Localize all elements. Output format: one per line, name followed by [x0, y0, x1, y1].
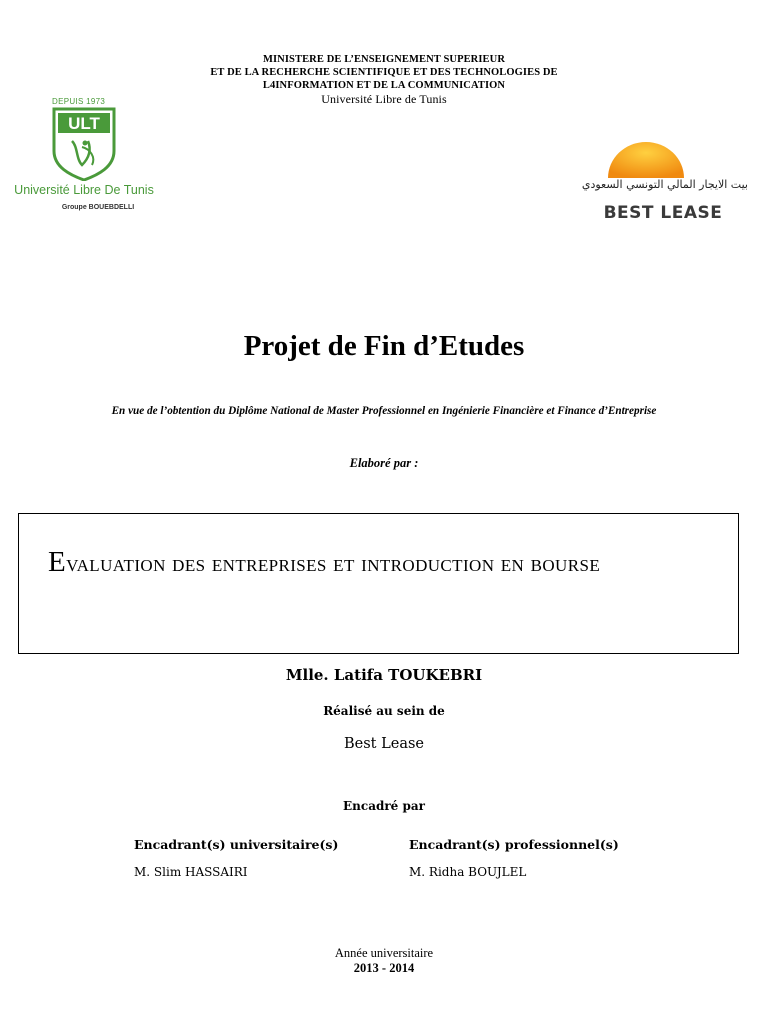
document-title: Projet de Fin d’Etudes — [243, 330, 525, 362]
ministry-line-2: ET DE LA RECHERCHE SCIENTIFIQUE ET DES TECHNOLOGIES DE — [210, 67, 558, 78]
encadre-label: Encadré par — [343, 799, 425, 813]
academic-year-value: 2013 - 2014 — [353, 961, 415, 975]
realise-label: Réalisé au sein de — [323, 704, 445, 718]
ult-since-label: DEPUIS 1973 — [52, 97, 106, 106]
professional-supervisor-label: Encadrant(s) professionnel(s) — [409, 837, 619, 852]
ult-group: Groupe BOUEBDELLI — [61, 204, 135, 211]
academic-year-label: Année universitaire — [334, 946, 434, 960]
ministry-line-1: MINISTERE DE L’ENSEIGNEMENT SUPERIEUR — [262, 54, 506, 65]
company-name: Best Lease — [344, 736, 424, 752]
thesis-title — [48, 543, 713, 583]
thesis-title-box — [18, 513, 739, 654]
best-lease-logo — [578, 140, 748, 228]
thesis-title-initial: E — [48, 546, 67, 578]
ult-acronym: ULT — [68, 114, 100, 133]
academic-supervisor-name: M. Slim HASSAIRI — [134, 865, 248, 879]
best-lease-arabic-name: بيت الايجار المالي التونسي السعودي — [581, 178, 748, 191]
academic-supervisor-label: Encadrant(s) universitaire(s) — [134, 837, 339, 852]
ult-logo — [14, 95, 154, 217]
elabore-label: Elaboré par : — [349, 456, 419, 470]
ult-name: Université Libre De Tunis — [14, 183, 154, 197]
university-name: Université Libre de Tunis — [321, 92, 447, 106]
ult-shield-icon — [52, 107, 116, 181]
thesis-title-rest: valuation des entreprises et introduction en bourse — [66, 551, 601, 577]
sun-icon — [596, 140, 696, 180]
author-name: Mlle. Latifa TOUKEBRI — [285, 666, 483, 684]
document-subtitle: En vue de l’obtention du Diplôme National de Master Professionnel en Ingénierie Financière et Finance d’Entreprise — [111, 405, 657, 417]
best-lease-name: BEST LEASE — [603, 203, 723, 223]
ministry-line-3: L4INFORMATION ET DE LA COMMUNICATION — [262, 80, 506, 91]
professional-supervisor-name: M. Ridha BOUJLEL — [409, 865, 527, 879]
